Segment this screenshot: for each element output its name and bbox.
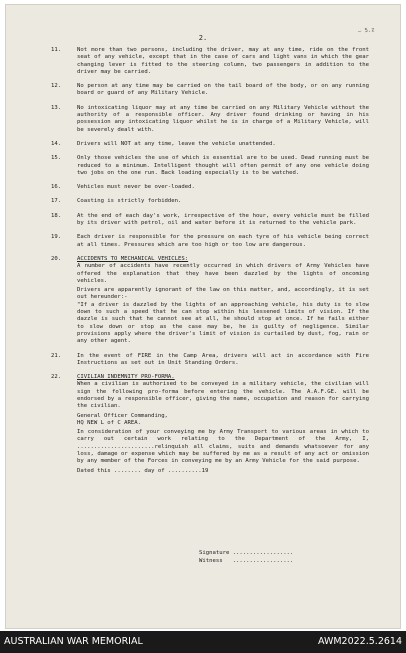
paragraph-14 xyxy=(51,141,369,148)
paragraph-number: 12. xyxy=(51,83,62,90)
paragraph-number: 14. xyxy=(51,140,62,147)
paragraph-text: Drivers will NOT at any time, leave the vehicle unattended. xyxy=(77,140,276,147)
paragraph-number: 19. xyxy=(51,234,62,241)
document-page xyxy=(5,4,401,629)
paragraph-number: 18. xyxy=(51,212,62,219)
paragraph-text: No intoxicating liquor may at any time be carried on any Military Vehicle without the authority of a responsible officer. Any driver found drinking or having in his possession any intoxicating liquor whilst he is in charge of a Military Vehicle, will be severely dealt with. xyxy=(77,104,369,133)
paragraph-text: When a civilian is authorised to be conveyed in a military vehicle, the civilian will sign the following pro-forma before entering the vehicle. The A.A.F.GE. will be endorsed by a responsible officer, giving the name, occupation and reason for carrying the civilian. xyxy=(77,381,369,410)
paragraph-subtext: Drivers are apparently ignorant of the law on this matter, and, accordingly, it is set out hereunder:- xyxy=(77,287,369,301)
paragraph-number: 11. xyxy=(51,47,62,53)
paragraph-20 xyxy=(51,256,369,346)
paragraph-text: In the event of FIRE in the Camp Area, drivers will act in accordance with Fire Instructions as set out in Unit Standing Orders. xyxy=(77,352,369,366)
pro-forma-text: In consideration of your conveying me by Army Transport to various areas in which to carry out certain work relating to the Department of the Army, I, .......................relinquish all claims, suits and demands whatsoever for any loss, damage or expense which may be suffered by me as a result of any act or omission by any member of the Forces in conveying me by an Army Vehicle for the said purpose. xyxy=(77,429,369,465)
paragraph-18 xyxy=(51,213,369,228)
paragraph-16 xyxy=(51,184,369,191)
paragraph-text: Vehicles must never be over-loaded. xyxy=(77,184,195,191)
archive-reference: AWM2022.5.2614 xyxy=(317,636,402,647)
paragraph-12 xyxy=(51,83,369,98)
paragraph-text: Not more than two persons, including the driver, may at any time, ride on the front seat of any vehicle, except that in the case of cars and light vans in which the gear changing lever is fitted to the steering column, two passengers in addition to the driver may be carried. xyxy=(77,47,369,75)
signature-block xyxy=(199,549,293,565)
paragraph-11 xyxy=(51,47,369,76)
paragraph-text: At the end of each day's work, irrespective of the hour, every vehicle must be filled by its driver with petrol, oil and water before it is returned to the vehicle park. xyxy=(77,212,369,227)
paragraph-number: 17. xyxy=(51,198,62,205)
paragraph-text: Coasting is strictly forbidden. xyxy=(77,198,182,205)
handwritten-note: — 5.z xyxy=(358,27,376,35)
paragraph-21 xyxy=(51,353,369,368)
paragraph-19 xyxy=(51,234,369,249)
section-heading: ACCIDENTS TO MECHANICAL VEHICLES: xyxy=(77,255,189,262)
paragraph-number: 20. xyxy=(51,255,62,262)
witness-line: Witness .................. xyxy=(199,558,294,564)
paragraph-22 xyxy=(51,374,369,475)
signature-line: Signature .................. xyxy=(199,550,294,556)
paragraph-number: 13. xyxy=(51,104,62,111)
paragraph-number: 22. xyxy=(51,374,62,381)
paragraph-17 xyxy=(51,198,369,205)
paragraph-number: 21. xyxy=(51,352,62,359)
paragraph-text: No person at any time may be carried on the tail board of the body, or on any running board or guard of any Military Vehicle. xyxy=(77,83,369,97)
document-body xyxy=(51,47,369,482)
paragraph-number: 16. xyxy=(51,184,62,191)
archive-name: AUSTRALIAN WAR MEMORIAL xyxy=(4,636,143,647)
paragraph-text: Each driver is responsible for the pressure on each tyre of his vehicle being correct at all times. Pressures which are too high or too low are dangerous. xyxy=(77,234,369,248)
paragraph-quote: "If a driver is dazzled by the lights of an approaching vehicle, his duty is to slow down to such a speed that he can stop within his lessened limits of vision. If the dazzle is such that he cannot see at all, he should stop at once. If he fails either to slow down or stop as the case may be, he is guilty of negligence. Similar provisions apply where the driver's limit of vision is curtailed by dust, fog, rain or any other agent. xyxy=(77,301,369,345)
paragraph-text: Only those vehicles the use of which is essential are to be used. Dead running must be reduced to a minimum. Intelligent thought will often permit of any one vehicle doing two jobs on the one run. Back loading especially is to be watched. xyxy=(77,155,369,176)
section-heading: CIVILIAN INDEMNITY PRO-FORMA. xyxy=(77,374,175,381)
archive-footer xyxy=(0,631,406,653)
page-number: 2. xyxy=(198,34,208,42)
addressee-block: General Officer Commanding, HQ NEW L of C AREA. xyxy=(77,412,168,426)
dated-line: Dated this ........ day of ..........19 xyxy=(77,467,209,474)
paragraph-15 xyxy=(51,155,369,177)
paragraph-number: 15. xyxy=(51,155,62,162)
paragraph-13 xyxy=(51,105,369,134)
paragraph-text: A number of accidents have recently occurred in which drivers of Army Vehicles have offered the explanation that they have been dazzled by the lights of oncoming vehicles. xyxy=(77,263,369,284)
